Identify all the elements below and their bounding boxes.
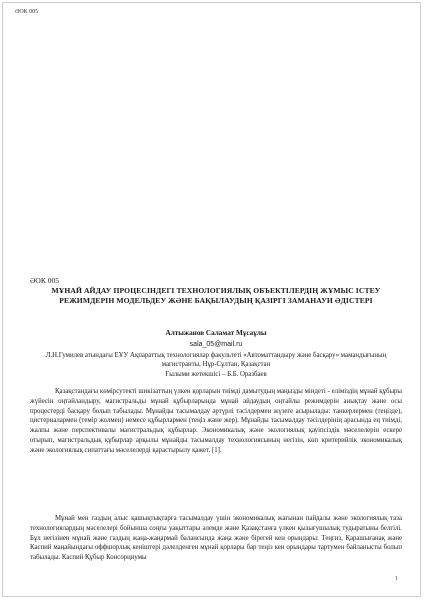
author-email: sala_05@mail.ru bbox=[189, 341, 243, 348]
body-paragraph-1: Қазақстандағы көмірсутекті шикізаттың үлкен қорларын тиімді дамытудың маңызды міндеті - еліміздің мұнай құбыры жүйесін оңтайландыру, магистральды мұнай құбырларында мұнай айдаудың оңтайлы режимдерін анықтау және осы процестерді басқару болып табылады. Мұнайды тасымалдау әртүрлі тәсілдермен жүзеге асырылады: танкерлермен (теңізде), цистерналармен (темір жолмен) немесе құбырлармен (теңіз және жер). Мұнайды тасымалдау тәсілдерінің арасында ең тиімді, жалпы және перспективалы магистральдық құбырлар. Экономикалық және экологиялық қауіпсіздік мәселелерін ескере отырып, магистральдық құбырлар арқылы мұнайды тасымалдау технологиясының негізін, көп критерийлік экономикалық және экологиялық сипаттағы мәселелерді қарастырылу қажет. [1]. bbox=[30, 388, 402, 454]
author-name: Алтыжанов Саламат Мұсаұлы bbox=[165, 329, 267, 337]
body-paragraph-2: Мұнай мен газдың алыс қашықтықтарға тасымалдау үшін экономикалық жағынан пайдалы және экологиялық таза технологиялардың мәселелері бойынша соңғы уақыттары әлемде және Қазақстанға үлкен қызығушылық тудыратыны белгілі. Бұл негізінен мұнай және газдың жаңа-жаңармай балансында жаңа және бірегей кен орындары: Теңгиз, Қарашығанақ және Каспий маңайындағы оффшорлық кеніштері дәлелденген мұнай қорлары бар теңіз кен орындары тартумен байланысты болып табылады. Каспий Құбыр Консорциумы bbox=[30, 515, 402, 562]
header-mark: ӘОК 005 bbox=[15, 9, 39, 15]
affiliation-text: Л.Н.Гумилев атындағы ЕҰУ Ақпараттық технологиялар факультеті «Автоматтандыру және басқару» мамандығының магистранты, Нұр-Сұлтан, Қазақстан bbox=[45, 352, 387, 369]
supervisor-text: Ғылыми жетекшісі – Б.Б. Оразбаев bbox=[165, 370, 267, 378]
page-number: 1 bbox=[395, 576, 398, 582]
article-title: МҰНАЙ АЙДАУ ПРОЦЕСІНДЕГІ ТЕХНОЛОГИЯЛЫҚ ОБЪЕКТІЛЕРДІҢ ЖҰМЫС ІСТЕУ РЕЖИМДЕРІН МОДЕЛЬДЕУ ЖӘНЕ БАҚЫЛАУДЫҢ ҚАЗІРГІ ЗАМАНАУИ ӘДІСТЕРІ bbox=[51, 286, 381, 305]
affiliation-block bbox=[30, 351, 402, 379]
document-page bbox=[2, 2, 421, 597]
udk-code: ӘОК 005 bbox=[30, 276, 59, 285]
